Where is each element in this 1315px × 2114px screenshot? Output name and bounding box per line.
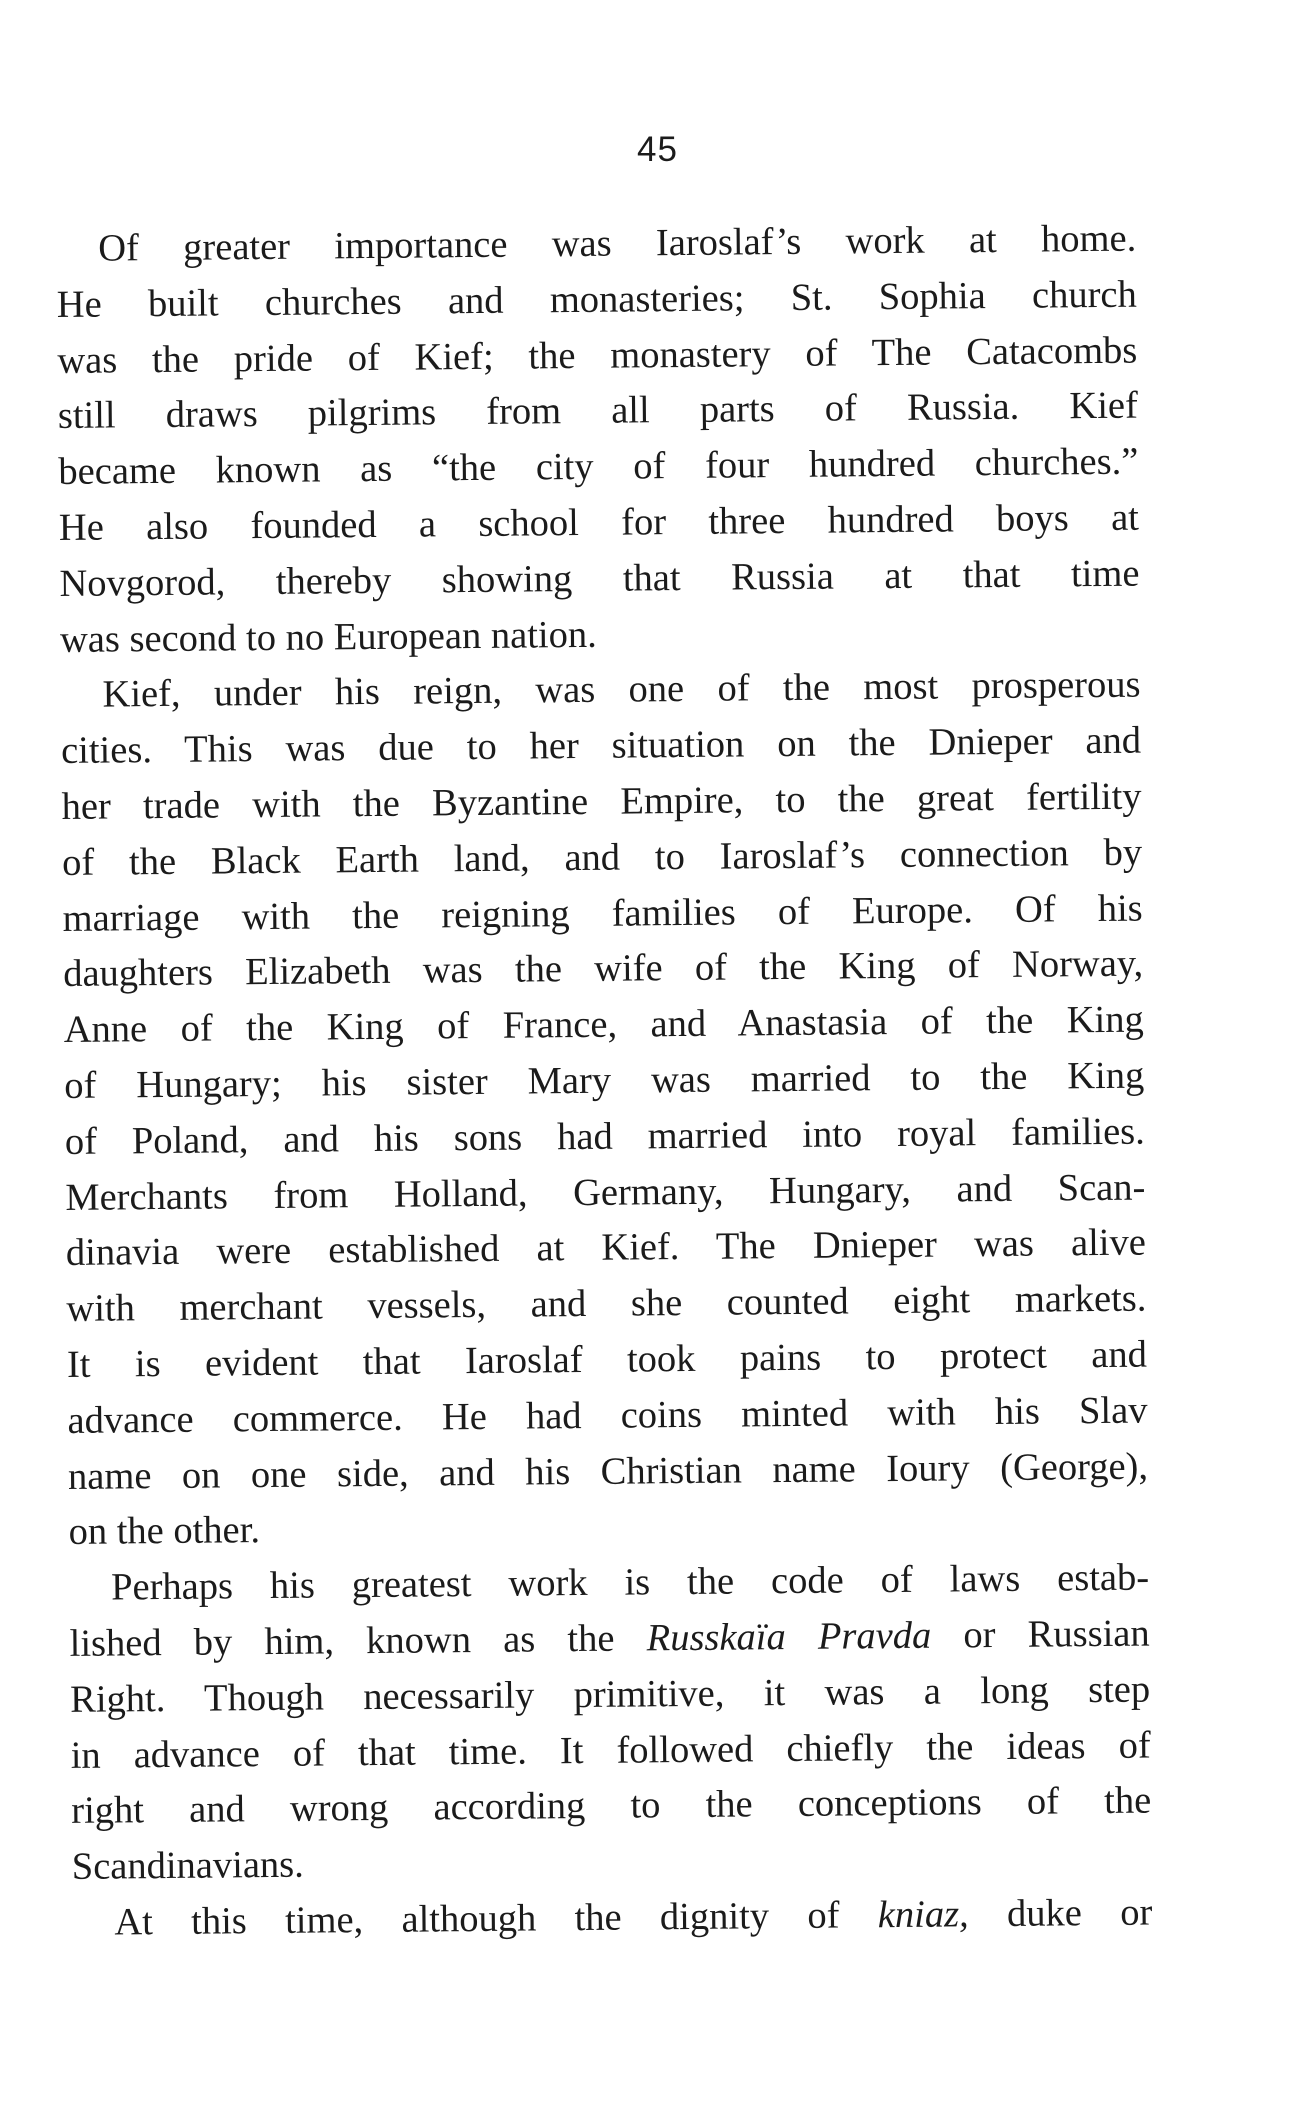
- italic-term-kniaz: kniaz,: [877, 1893, 969, 1937]
- paragraph-line: on the other.: [68, 1509, 261, 1554]
- paragraph-line: Novgorod, thereby showing that Russia at that time: [59, 552, 1140, 605]
- paragraph-line: He built churches and monasteries; St. Sophia church: [56, 273, 1137, 326]
- paragraph-line: in advance of that time. It followed chiefly the ideas of: [70, 1724, 1151, 1777]
- paragraph-line: her trade with the Byzantine Empire, to the great fertility: [61, 775, 1142, 828]
- paragraph-line: Of greater importance was Iaroslaf’s work at home.: [98, 217, 1137, 270]
- paragraph-line: marriage with the reigning families of Europe. Of his: [62, 887, 1143, 940]
- paragraph-line: cities. This was due to her situation on the Dnieper and: [60, 719, 1142, 773]
- paragraph-line: Anne of the King of France, and Anastasia of the King: [63, 998, 1144, 1052]
- text-segment: lished by him, known as the: [69, 1617, 647, 1665]
- paragraph-line: name on one side, and his Christian name Ioury (George),: [67, 1445, 1149, 1498]
- text-segment: At this time, although the dignity of: [114, 1894, 878, 1944]
- paragraph-line: Perhaps his greatest work is the code of laws estab-: [110, 1556, 1150, 1609]
- paragraph-line: became known as “the city of four hundred churches.”: [58, 440, 1139, 494]
- paragraph-line: Kief, under his reign, was one of the most prosperous: [102, 663, 1141, 716]
- text-segment: duke or: [968, 1891, 1153, 1936]
- paragraph-line: of the Black Earth land, and to Iaroslaf’s connection by: [61, 831, 1143, 884]
- paragraph-line: with merchant vessels, and she counted eight markets.: [66, 1277, 1147, 1331]
- paragraph-line: It is evident that Iaroslaf took pains to protect and: [66, 1333, 1148, 1386]
- paragraph-line: still draws pilgrims from all parts of Russia. Kief: [57, 385, 1139, 438]
- paragraph-line: right and wrong according to the conceptions of the: [71, 1779, 1152, 1833]
- paragraph-line: Right. Though necessarily primitive, it was a long step: [69, 1668, 1151, 1721]
- paragraph-line: was second to no European nation.: [59, 613, 597, 661]
- page-number: 45: [637, 130, 678, 169]
- paragraph-line: Scandinavians.: [71, 1843, 304, 1889]
- paragraph-line: daughters Elizabeth was the wife of the King of Norway,: [63, 942, 1144, 996]
- paragraph-line: Merchants from Holland, Germany, Hungary, and Scan-: [65, 1166, 1146, 1219]
- paragraph-line: advance commerce. He had coins minted with his Slav: [67, 1389, 1148, 1442]
- paragraph-line: of Poland, and his sons had married into royal families.: [64, 1110, 1145, 1163]
- paragraph-line: He also founded a school for three hundred boys at: [58, 496, 1140, 549]
- italic-term-russkaia-pravda: Russkaïa Pravda: [646, 1614, 932, 1660]
- paragraph-line: of Hungary; his sister Mary was married to the King: [64, 1054, 1145, 1107]
- paragraph-line: was the pride of Kief; the monastery of The Catacombs: [57, 329, 1138, 382]
- paragraph-line-with-italic: [69, 1606, 1149, 1672]
- text-segment: or Russian: [931, 1612, 1150, 1657]
- paragraph-line-with-italic: [72, 1885, 1152, 1951]
- body-text: [56, 212, 1153, 1952]
- paragraph-line: dinavia were established at Kief. The Dnieper was alive: [65, 1221, 1147, 1275]
